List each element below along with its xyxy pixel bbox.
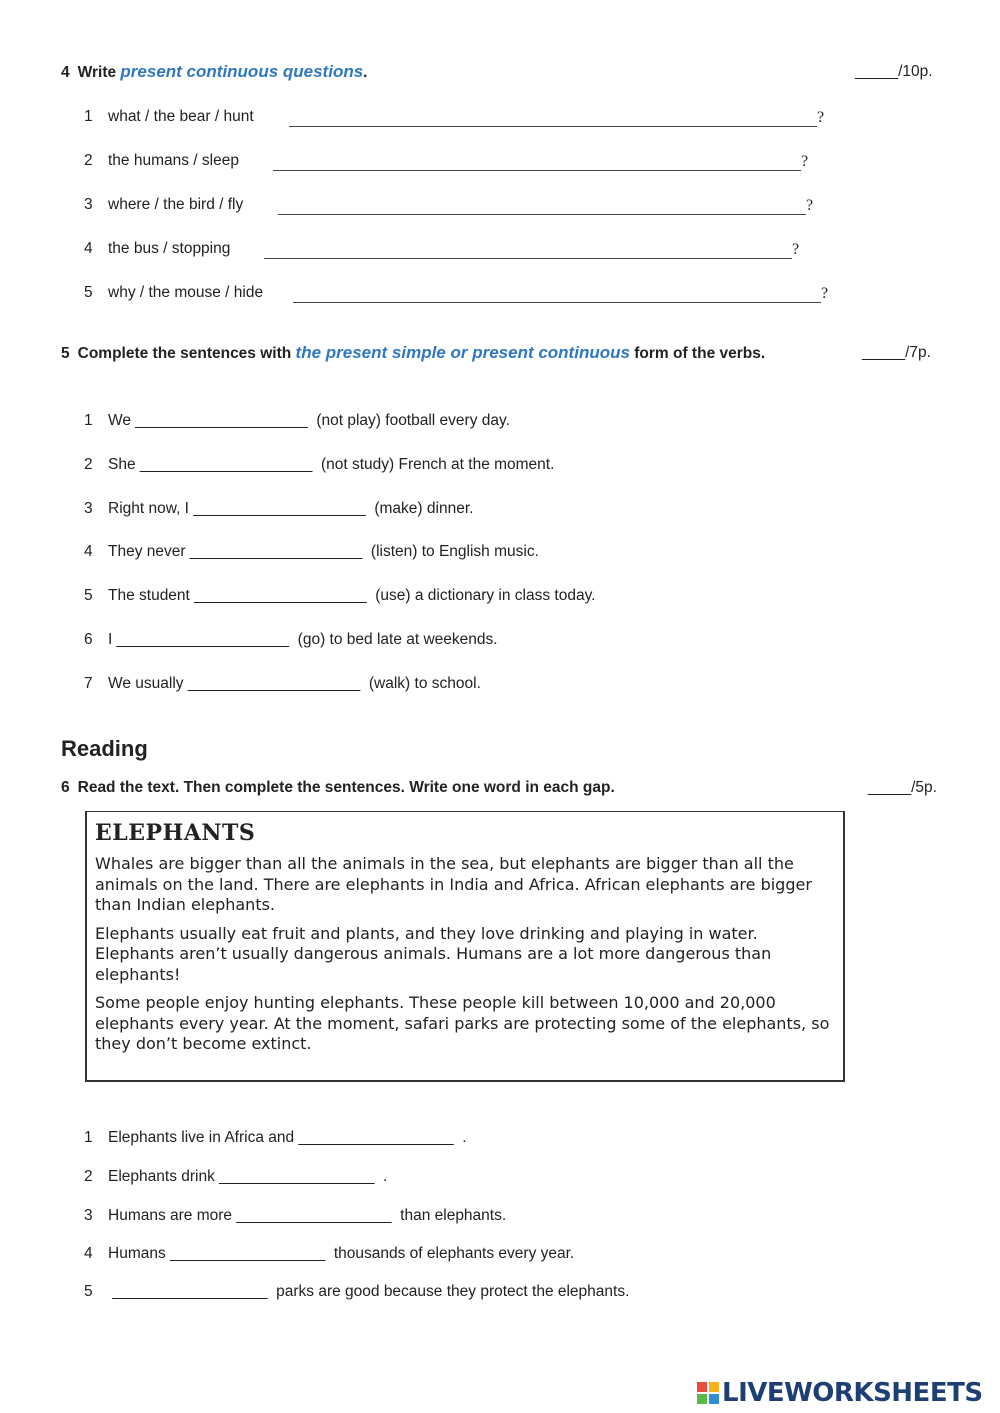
instruction-prefix: Write — [77, 64, 117, 81]
question-prompt: the bus / stopping — [108, 240, 231, 257]
answer-blank[interactable]: ____________________ — [194, 587, 367, 604]
question-prompt: where / the bird / fly — [108, 196, 244, 213]
reading-paragraph-2: Elephants usually eat fruit and plants, and they love drinking and playing in water. Elephants aren’t usually dangerous animals. Humans are a lot more dangerous than elephants! — [95, 923, 772, 984]
answer-blank[interactable]: ____________________ — [139, 456, 313, 473]
instruction-prefix: Complete the sentences with — [77, 345, 292, 362]
exercise-4-heading — [61, 62, 367, 82]
logo-text: LIVEWORKSHEETS — [722, 1378, 983, 1408]
logo-grid-icon — [697, 1382, 719, 1404]
reading-paragraph-1: Whales are bigger than all the animals in the sea, but elephants are bigger than all the animals on the land. There are elephants in India and Africa. African elephants are bigger than Indian elephants. — [95, 854, 812, 914]
answer-blank[interactable]: ____________________ — [116, 631, 290, 648]
ex4-question-2: 2 the humans / sleep — [84, 152, 239, 169]
exercise-5-heading — [61, 343, 765, 363]
question-prompt: the humans / sleep — [108, 152, 239, 169]
ex4-answer-5[interactable] — [293, 287, 821, 303]
question-mark: ? — [817, 109, 825, 126]
exercise-5-score: _____/7p. — [862, 344, 931, 361]
answer-blank[interactable]: __________________ — [298, 1129, 454, 1146]
answer-blank[interactable]: __________________ — [219, 1168, 375, 1185]
ex4-question-4: 4 the bus / stopping — [84, 240, 231, 257]
ex4-answer-3[interactable] — [278, 199, 806, 215]
answer-blank[interactable]: __________________ — [112, 1283, 268, 1300]
liveworksheets-logo — [697, 1378, 983, 1408]
ex4-question-5: 5 why / the mouse / hide — [84, 284, 264, 301]
section-heading-reading: Reading — [61, 736, 148, 761]
instruction-suffix: . — [363, 64, 368, 81]
ex4-question-1: 1 what / the bear / hunt — [84, 108, 254, 125]
ex5-sentence-5: 5 The student ____________________ (use) a dictionary in class today. — [84, 587, 596, 604]
ex4-answer-4[interactable] — [264, 243, 792, 259]
ex5-sentence-3: 3 Right now, I ____________________ (make) dinner. — [84, 500, 474, 517]
ex6-sentence-2: 2 Elephants drink __________________ . — [84, 1168, 388, 1185]
ex5-sentence-2: 2 She ____________________ (not study) French at the moment. — [84, 456, 555, 473]
reading-text-title: ELEPHANTS — [95, 820, 256, 846]
ex5-sentence-7: 7 We usually ____________________ (walk) to school. — [84, 675, 481, 692]
question-mark: ? — [821, 285, 829, 302]
exercise-6-heading — [61, 779, 615, 797]
question-mark: ? — [806, 197, 814, 214]
ex4-question-3: 3 where / the bird / fly — [84, 196, 244, 213]
question-prompt: what / the bear / hunt — [108, 108, 254, 125]
answer-blank[interactable]: __________________ — [236, 1207, 392, 1224]
exercise-number: 5 — [61, 345, 70, 362]
reading-text-box — [85, 811, 845, 1082]
answer-blank[interactable]: ____________________ — [135, 412, 308, 429]
question-mark: ? — [792, 241, 800, 258]
ex5-sentence-6: 6 I ____________________ (go) to bed late at weekends. — [84, 631, 498, 648]
ex4-answer-2[interactable] — [273, 155, 801, 171]
ex5-sentence-1: 1 We ____________________ (not play) football every day. — [84, 412, 510, 429]
instruction-highlight: the present simple or present continuous — [295, 343, 630, 362]
answer-blank[interactable]: ____________________ — [189, 543, 363, 560]
ex6-sentence-1: 1 Elephants live in Africa and __________________ . — [84, 1129, 467, 1146]
ex6-sentence-5: 5 __________________ parks are good because they protect the elephants. — [84, 1283, 630, 1300]
instruction-text: Read the text. Then complete the sentences. Write one word in each gap. — [77, 779, 615, 796]
ex4-answer-1[interactable] — [289, 111, 817, 127]
ex6-sentence-4: 4 Humans __________________ thousands of elephants every year. — [84, 1245, 575, 1262]
answer-blank[interactable]: ____________________ — [187, 675, 361, 692]
instruction-suffix: form of the verbs. — [634, 345, 766, 362]
question-mark: ? — [801, 153, 809, 170]
exercise-4-score: _____/10p. — [855, 63, 933, 80]
ex5-sentence-4: 4 They never ____________________ (listen) to English music. — [84, 543, 539, 560]
instruction-highlight: present continuous questions — [120, 62, 364, 81]
question-prompt: why / the mouse / hide — [108, 284, 264, 301]
answer-blank[interactable]: __________________ — [170, 1245, 326, 1262]
exercise-6-score: _____/5p. — [868, 779, 937, 796]
ex6-sentence-3: 3 Humans are more __________________ than elephants. — [84, 1207, 507, 1224]
reading-paragraph-3: Some people enjoy hunting elephants. These people kill between 10,000 and 20,000 elephants every year. At the moment, safari parks are protecting some of the elephants, so they don’t become extinct. — [95, 993, 830, 1053]
exercise-number: 6 — [61, 779, 70, 796]
answer-blank[interactable]: ____________________ — [193, 500, 366, 517]
exercise-number: 4 — [61, 64, 70, 81]
